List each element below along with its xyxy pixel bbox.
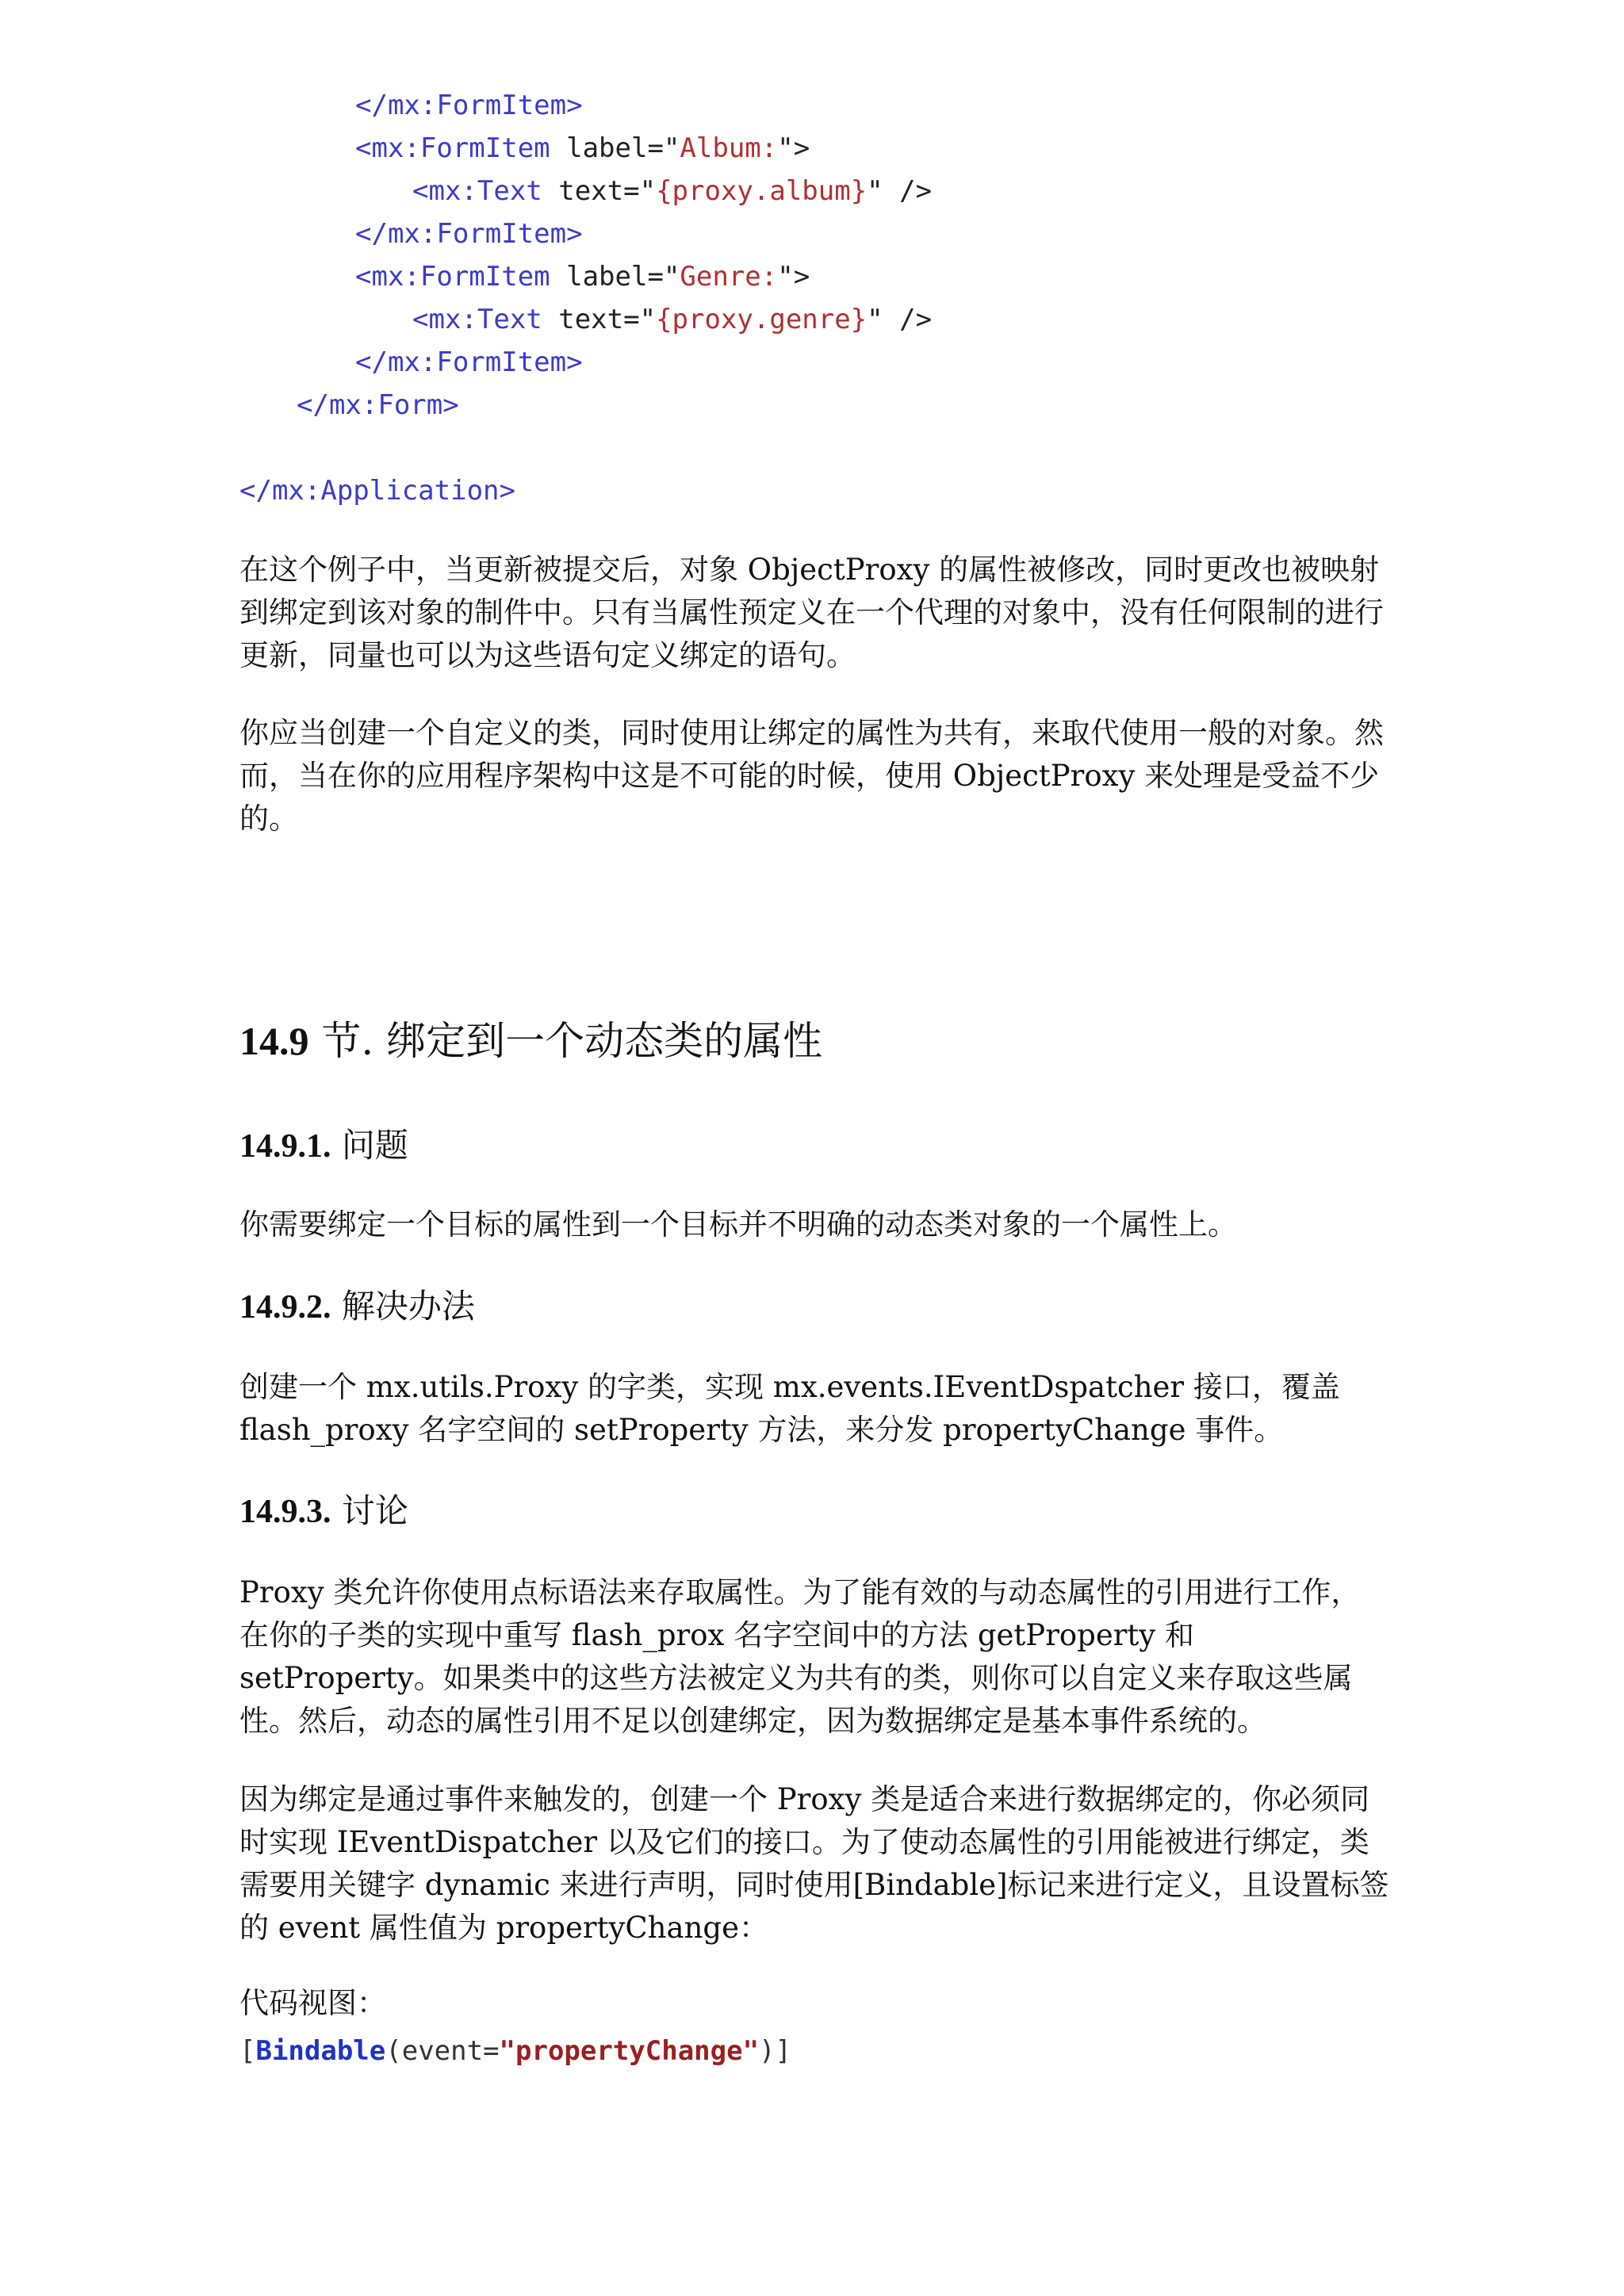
subsection-heading-problem: 14.9.1. 问题 — [239, 1126, 408, 1165]
code-view-label: 代码视图： — [239, 1986, 386, 2020]
code-line-8: </mx:Form> — [297, 389, 459, 421]
code-line-closing: </mx:Application> — [239, 475, 515, 507]
bindable-metadata-code: [Bindable(event="propertyChange")] — [239, 2035, 792, 2067]
section-heading: 14.9 节. 绑定到一个动态类的属性 — [239, 1018, 823, 1064]
subsection-heading-solution: 14.9.2. 解决办法 — [239, 1287, 475, 1326]
code-line-2: <mx:FormItem label="Album:"> — [355, 132, 810, 164]
paragraph-objectproxy-example: 在这个例子中，当更新被提交后，对象 ObjectProxy 的属性被修改，同时更改也被映射到绑定到该对象的制件中。只有当属性预定义在一个代理的对象中，没有任何限制的进行更新，同量也可以为这些语句定义绑定的语句。 — [239, 553, 1384, 672]
code-line-7: </mx:FormItem> — [355, 346, 583, 378]
code-line-4: </mx:FormItem> — [355, 218, 583, 250]
paragraph-discussion-proxy: Proxy 类允许你使用点标语法来存取属性。为了能有效的与动态属性的引用进行工作，在你的子类的实现中重写 flash_prox 名字空间中的方法 getProperty 和 setProperty。如果类中的这些方法被定义为共有的类，则你可以自定义来存取这些属性。然后，动态的属性引用不足以创建绑定，因为数据绑定是基本事件系统的。 — [239, 1575, 1361, 1738]
subsection-heading-discussion: 14.9.3. 讨论 — [239, 1491, 408, 1530]
code-line-1: </mx:FormItem> — [355, 90, 583, 121]
paragraph-custom-class: 你应当创建一个自定义的类，同时使用让绑定的属性为共有，来取代使用一般的对象。然而，当在你的应用程序架构中这是不可能的时候，使用 ObjectProxy 来处理是受益不少的。 — [239, 716, 1384, 836]
paragraph-discussion-binding: 因为绑定是通过事件来触发的，创建一个 Proxy 类是适合来进行数据绑定的，你必须同时实现 IEventDispatcher 以及它们的接口。为了使动态属性的引用能被进行绑定，类需要用关键字 dynamic 来进行声明，同时使用[Bindable]标记来进行定义，且设置标签的 event 属性值为 propertyChange： — [239, 1782, 1389, 1945]
paragraph-problem: 你需要绑定一个目标的属性到一个目标并不明确的动态类对象的一个属性上。 — [239, 1207, 1237, 1242]
code-line-5: <mx:FormItem label="Genre:"> — [355, 261, 810, 293]
code-line-6: <mx:Text text="{proxy.genre}" /> — [412, 304, 933, 335]
code-line-3: <mx:Text text="{proxy.album}" /> — [412, 175, 933, 207]
paragraph-solution: 创建一个 mx.utils.Proxy 的字类，实现 mx.events.IEventDspatcher 接口，覆盖 flash_proxy 名字空间的 setProperty 方法，来分发 propertyChange 事件。 — [239, 1370, 1340, 1447]
